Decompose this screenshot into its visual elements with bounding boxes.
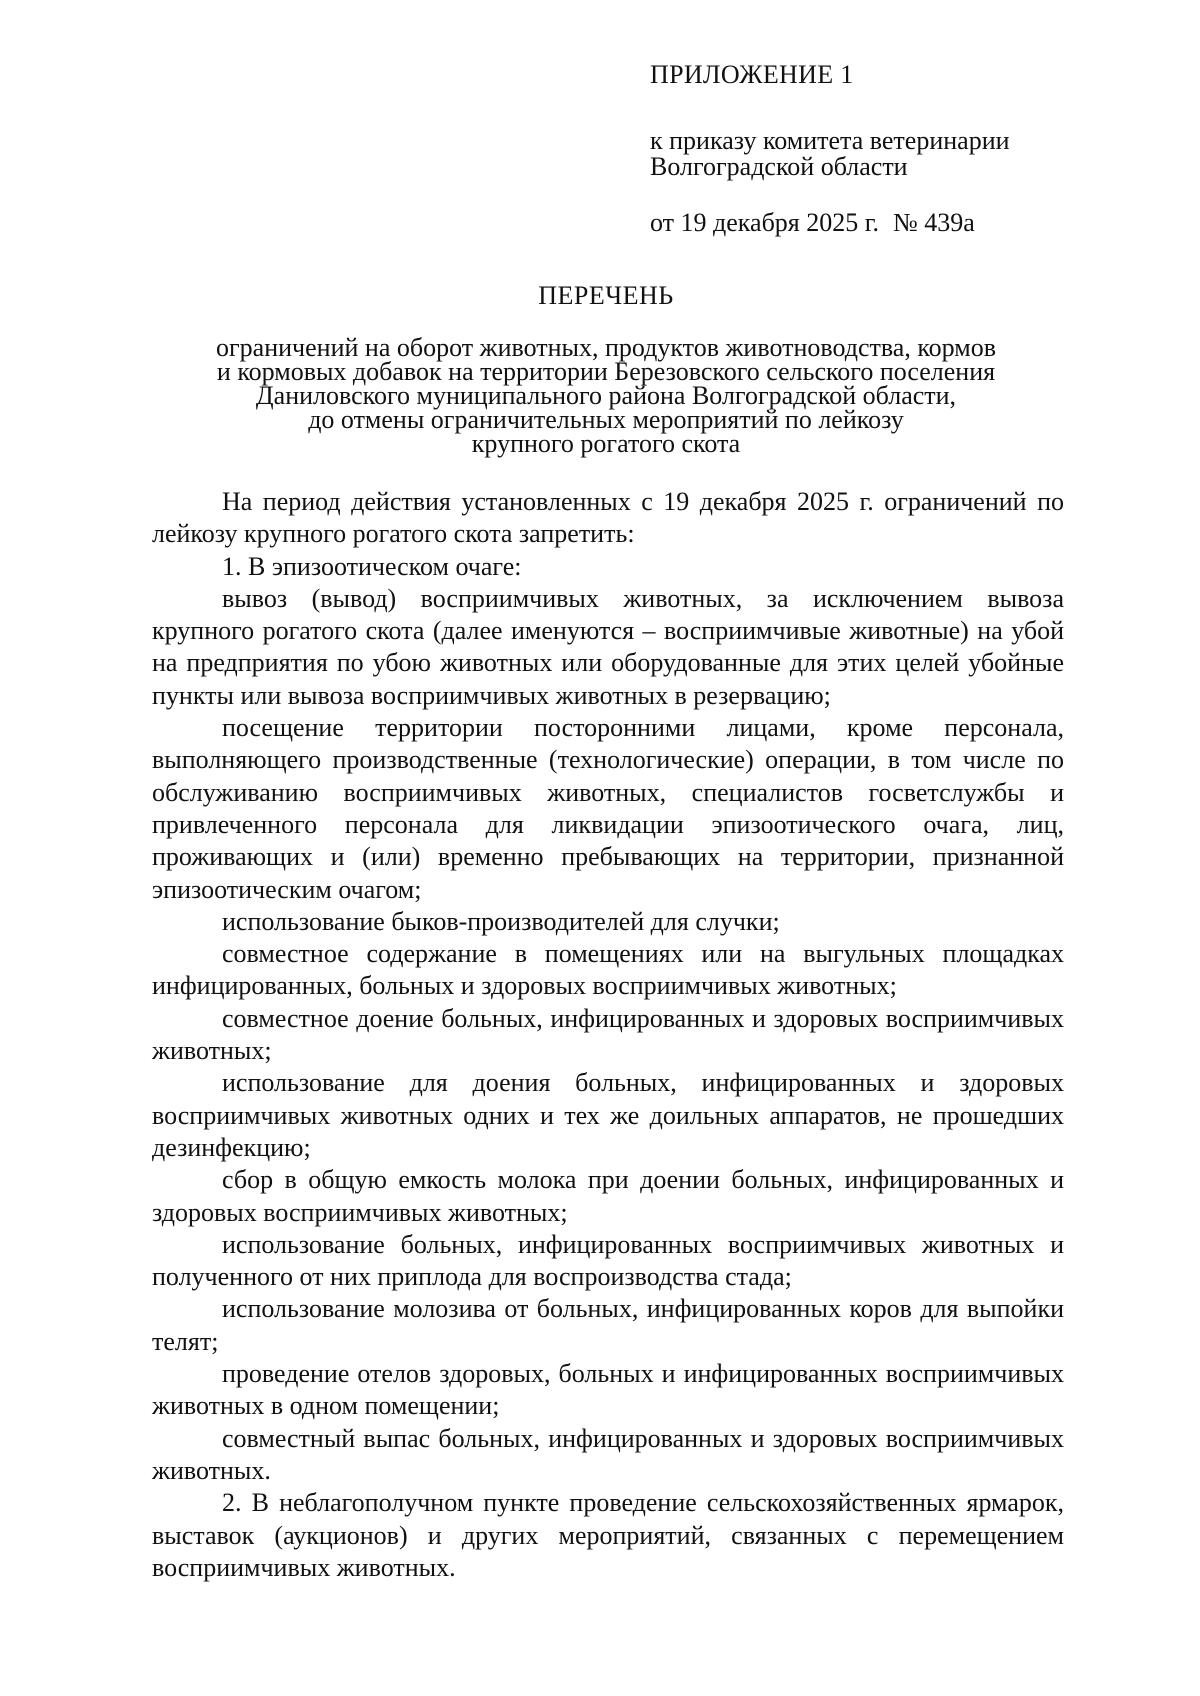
restriction-item: использование молозива от больных, инфицированных коров для выпойки телят; (152, 1294, 1064, 1356)
restriction-item: использование больных, инфицированных восприимчивых животных и полученного от них приплода для воспроизводства стада; (152, 1229, 1064, 1292)
restriction-item: использование для доения больных, инфицированных и здоровых восприимчивых животных одних и тех же доильных аппаратов, не прошедших дезинфекцию; (152, 1068, 1064, 1162)
restriction-item: совместное доение больных, инфицированных и здоровых восприимчивых животных; (152, 1003, 1064, 1066)
section-2-paragraph: 2. В неблагополучном пункте проведение сельскохозяйственных ярмарок, выставок (аукционов) и других мероприятий, связанных с перемещением восприимчивых животных. (152, 1488, 1064, 1582)
subtitle-line: Даниловского муниципального района Волгоградской области, (255, 381, 957, 410)
restriction-item: сбор в общую емкость молока при доении больных, инфицированных и здоровых восприимчивых животных; (152, 1165, 1064, 1227)
order-date-line (650, 210, 1090, 236)
subtitle-line: ограничений на оборот животных, продуктов животноводства, кормов (216, 333, 996, 362)
order-date: от 19 декабря 2025 г. (650, 208, 879, 237)
restriction-item: использование быков-производителей для случки; (222, 906, 780, 936)
document-title: ПЕРЕЧЕНЬ (538, 281, 674, 310)
appendix-block (650, 62, 1090, 236)
document-body (152, 486, 1064, 1584)
restriction-item: вывоз (вывод) восприимчивых животных, за исключением вывоза крупного рогатого скота (далее именуются – восприимчивые животные) на убой на предприятия по убою животных или оборудованные для этих целей убойные пункты или вывоза восприимчивых животных в резервацию; (152, 583, 1064, 710)
section-1-heading: 1. В эпизоотическом очаге: (222, 551, 522, 581)
restriction-item: совместный выпас больных, инфицированных и здоровых восприимчивых животных. (152, 1423, 1064, 1485)
order-number: № 439а (893, 208, 975, 237)
restriction-item: совместное содержание в помещениях или на выгульных площадках инфицированных, больных и здоровых восприимчивых животных; (152, 939, 1064, 1001)
appendix-label: ПРИЛОЖЕНИЕ 1 (650, 60, 854, 89)
subtitle-line: и кормовых добавок на территории Березовского сельского поселения (216, 357, 996, 386)
document-subtitle (150, 333, 1062, 458)
order-reference: к приказу комитета ветеринарии Волгоградской области (650, 126, 1010, 181)
subtitle-line: крупного рогатого скота (471, 429, 741, 458)
intro-paragraph: На период действия установленных с 19 декабря 2025 г. ограничений по лейкозу крупного рогатого скота запретить: (152, 487, 1064, 549)
subtitle-line: до отмены ограничительных мероприятий по лейкозу (308, 405, 904, 434)
restriction-item: посещение территории посторонними лицами, кроме персонала, выполняющего производственные (технологические) операции, в том числе по обслуживанию восприимчивых животных, специалистов госветслужбы и привлеченного персонала для ликвидации эпизоотического очага, лиц, проживающих и (или) временно пребывающих на территории, признанной эпизоотическим очагом; (152, 713, 1064, 904)
restriction-item: проведение отелов здоровых, больных и инфицированных восприимчивых животных в одном помещении; (152, 1359, 1064, 1421)
